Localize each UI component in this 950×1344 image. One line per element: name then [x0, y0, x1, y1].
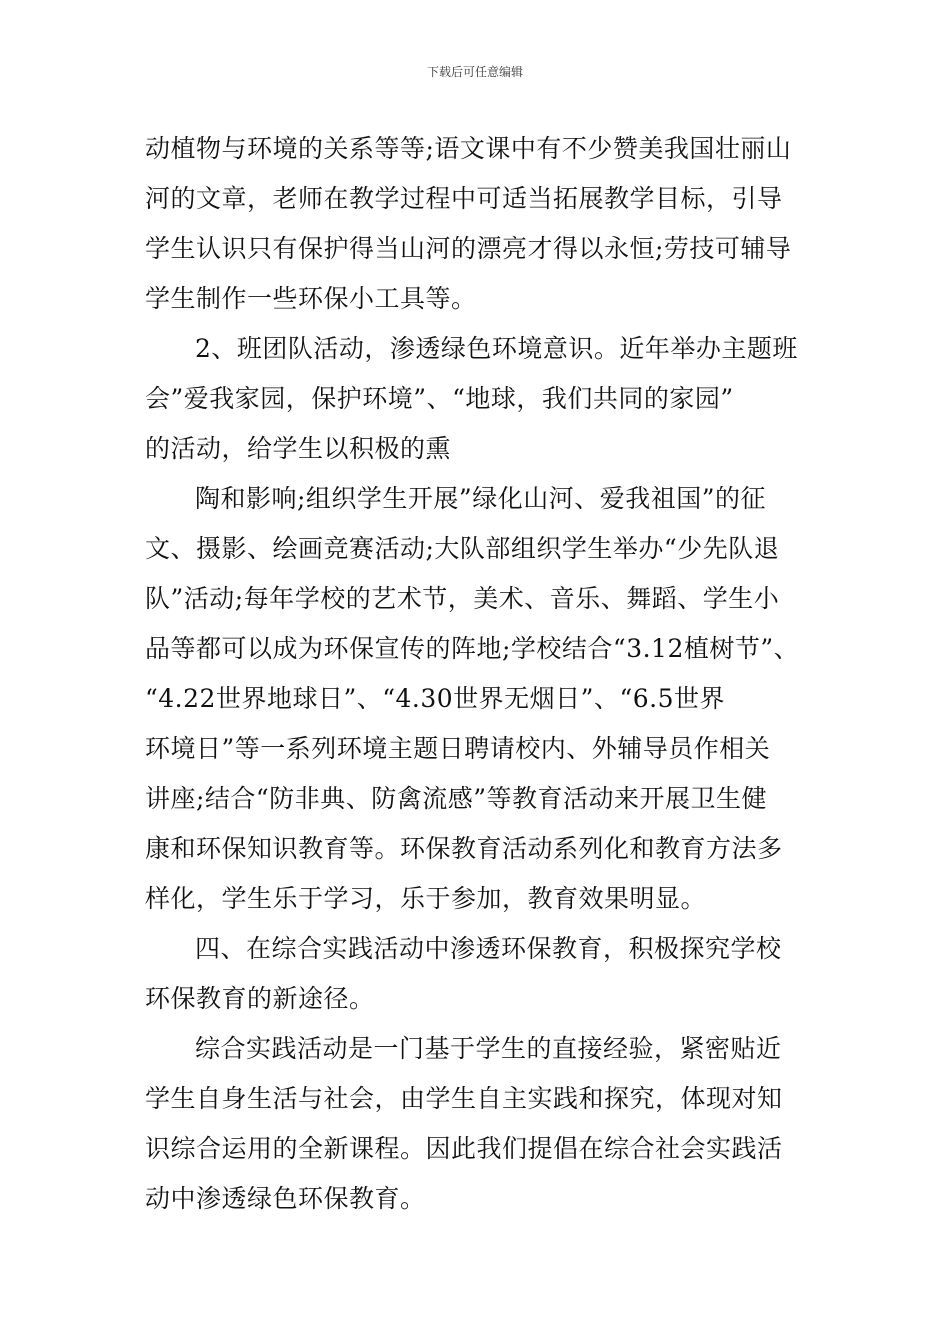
- text-line: “4.22世界地球日”、“4.30世界无烟日”、“6.5世界: [145, 684, 725, 713]
- text-line: 河的文章，老师在教学过程中可适当拓展教学目标，引导: [145, 184, 783, 213]
- text-line: 学生认识只有保护得当山河的漂亮才得以永恒;劳技可辅导: [145, 234, 792, 263]
- paragraph-start-line: 2、班团队活动，渗透绿色环境意识。近年举办主题班: [195, 334, 798, 363]
- text-line: 讲座;结合“防非典、防禽流感”等教育活动来开展卫生健: [145, 784, 767, 813]
- text-line: 康和环保知识教育等。环保教育活动系列化和教育方法多: [145, 834, 783, 863]
- text-line: 学生制作一些环保小工具等。: [145, 284, 477, 313]
- text-line: 的活动，给学生以积极的熏: [145, 434, 452, 463]
- text-line: 识综合运用的全新课程。因此我们提倡在综合社会实践活: [145, 1134, 783, 1163]
- page-header: 下载后可任意编辑: [426, 65, 523, 79]
- text-line: 样化，学生乐于学习，乐于参加，教育效果明显。: [145, 884, 707, 913]
- text-line: 会”爱我家园，保护环境”、“地球，我们共同的家园”: [145, 384, 734, 413]
- text-line: 环保教育的新途径。: [145, 984, 375, 1013]
- text-line: 动中渗透绿色环保教育。: [145, 1184, 426, 1213]
- paragraph-start-line: 综合实践活动是一门基于学生的直接经验，紧密贴近: [195, 1034, 782, 1063]
- paragraph-start-line: 四、在综合实践活动中渗透环保教育，积极探究学校: [195, 934, 782, 963]
- text-line: 学生自身生活与社会，由学生自主实践和探究，体现对知: [145, 1084, 783, 1113]
- text-line: 品等都可以成为环保宣传的阵地;学校结合“3.12植树节”、: [145, 634, 800, 663]
- paragraph-start-line: 陶和影响;组织学生开展”绿化山河、爱我祖国”的征: [195, 484, 766, 513]
- text-line: 队”活动;每年学校的艺术节，美术、音乐、舞蹈、学生小: [145, 584, 780, 613]
- document-body: [145, 124, 810, 1224]
- text-line: 环境日”等一系列环境主题日聘请校内、外辅导员作相关: [145, 734, 771, 763]
- text-line: 动植物与环境的关系等等;语文课中有不少赞美我国壮丽山: [145, 134, 792, 163]
- text-line: 文、摄影、绘画竞赛活动;大队部组织学生举办“少先队退: [145, 534, 780, 563]
